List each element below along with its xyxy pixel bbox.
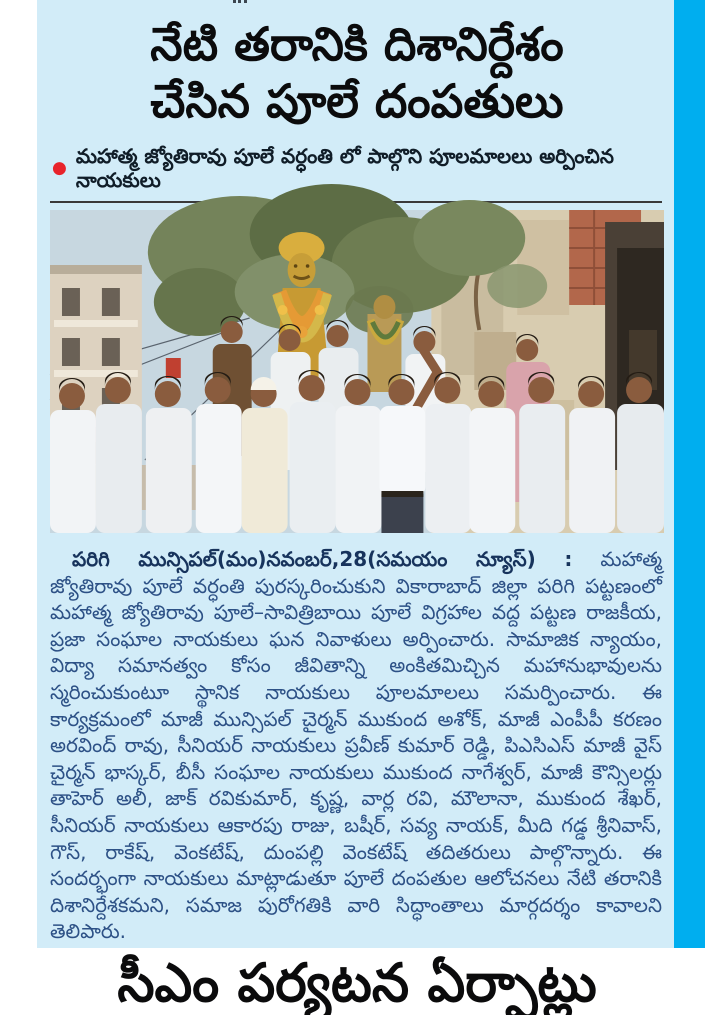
article-body [50,546,662,945]
next-article-headline: సీఎం పర్యటన ఏర్పాట్లు [117,952,597,1014]
red-banner [166,358,181,378]
headline-line-1: నేటి తరానికి దిశానిర్దేశం [150,17,564,71]
page-left-margin [0,0,37,948]
cyan-edge-bar [674,0,705,948]
subheadline-row [52,144,664,192]
article-dateline: పరిగి మున్సిపల్(మం)నవంబర్,28(సమయం న్యూస్) : [72,547,573,571]
article-body-text: మహాత్మ జ్యోతిరావు పూలే వర్ధంతి పురస్కరించుకుని వికారాబాద్ జిల్లా పరిగి పట్టణంలో మహాత్మ జ్యోతిరావు పూలే–సావిత్రిబాయి పూలే విగ్రహాల వద్ద పట్టణ రాజకీయ, ప్రజా సంఘాల నాయకులు ఘన నివాళులు అర్పించారు. సామాజిక న్యాయం, విద్యా సమానత్వం కోసం జీవితాన్ని అంకితమిచ్చిన మహానుభావులను స్మరించుకుంటూ స్థానిక నాయకులు పూలమాలలు సమర్పించారు. ఈ కార్యక్రమంలో మాజీ మున్సిపల్ చైర్మన్ ముకుంద అశోక్, మాజీ ఎంపీపీ కరణం అరవింద్ రావు, సీనియర్ నాయకులు ప్రవీణ్ కుమార్ రెడ్డి, పిఎసిఎస్ మాజీ వైస్ చైర్మన్ భాస్కర్, బీసీ సంఘాల నాయకులు ముకుంద నాగేశ్వర్, మాజీ కౌన్సిలర్లు తాహెర్ అలీ, జాక్ రవికుమార్, కృష్ణ, వార్ల రవి, మౌలానా, ముకుంద శేఖర్, సీనియర్ నాయకులు ఆకారపు రాజు, బషీర్, సవ్య నాయక్, మీది గడ్డ శ్రీనివాస్, గౌస్, రాకేష్, వెంకటేష్, దుంపల్లి వెంకటేష్ తదితరులు పాల్గొన్నారు. ఈ సందర్భంగా నాయకులు మాట్లాడుతూ పూలే దంపతుల ఆలోచనలు నేటి తరానికి దిశానిర్దేశకమని, సమాజ పురోగతికి వారి సిద్ధాంతాలు మార్గదర్శం కావాలని తెలిపారు. [50,547,662,944]
photo-illustration [50,210,664,533]
headline-line-2: చేసిన పూలే దంపతులు [150,74,564,128]
article-headline [50,0,664,130]
article-column [37,0,674,1014]
article-subheadline: మహాత్మ జ్యోతిరావు పూలే వర్ధంతి లో పాల్గొని పూలమాలలు అర్పించిన నాయకులు [75,144,614,192]
red-bullet-icon: ● [52,157,67,178]
page-right-margin [705,0,720,948]
article-photo [50,210,664,533]
cropped-text-remnant [233,0,247,3]
